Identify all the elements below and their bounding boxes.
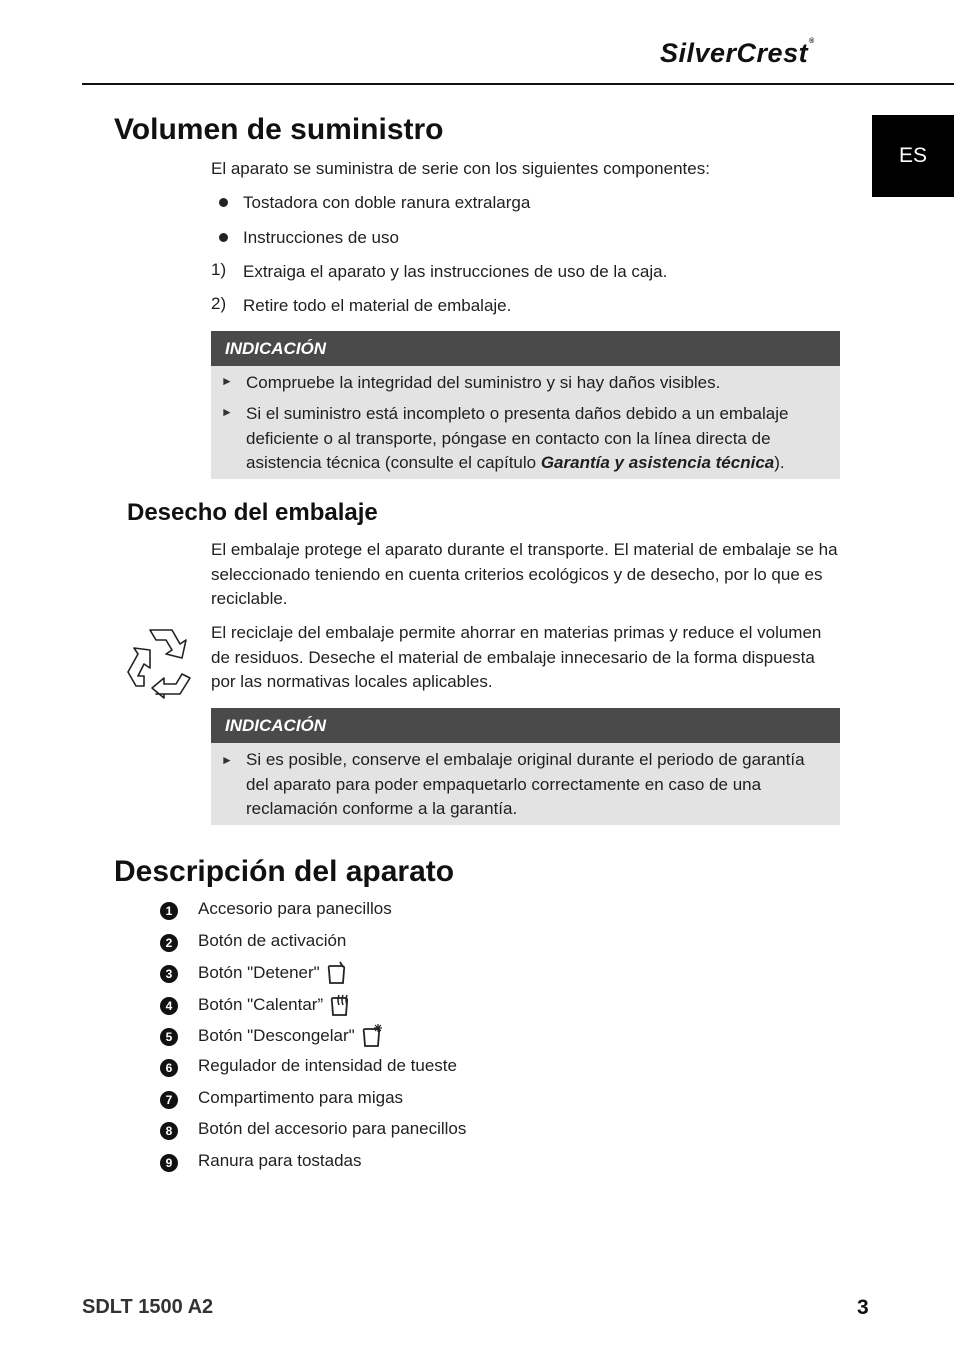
item-number-badge: 8 — [160, 1122, 178, 1140]
section-title-desecho: Desecho del embalaje — [127, 499, 378, 526]
item-number-badge: 3 — [160, 965, 178, 983]
component-item: Botón del accesorio para panecillos — [198, 1119, 467, 1138]
component-item: Botón "Detener" — [198, 960, 348, 986]
page-number: 3 — [857, 1296, 869, 1319]
item-number-badge: 5 — [160, 1028, 178, 1046]
step-text: Extraiga el aparato y las instrucciones de uso de la caja. — [243, 262, 668, 281]
volumen-intro: El aparato se suministra de serie con los siguientes componentes: — [211, 159, 710, 178]
note-heading: INDICACIÓN — [211, 708, 840, 743]
section-title-descripcion: Descripción del aparato — [114, 855, 455, 888]
item-number-badge: 7 — [160, 1091, 178, 1109]
component-item: Botón "Descongelar" — [198, 1023, 385, 1049]
note-item: Si el suministro está incompleto o presenta daños debido a un embalaje deficiente o al transporte, póngase en contacto con la línea directa de asistencia técnica (consulte el capítulo Garantía y asistencia técnica). — [246, 404, 789, 472]
component-item: Compartimento para migas — [198, 1088, 404, 1107]
note-box-desecho — [211, 708, 840, 825]
item-number-badge: 2 — [160, 934, 178, 952]
header-rule — [82, 83, 954, 85]
note-item: Si es posible, conserve el embalaje original durante el periodo de garantía del aparato para poder empaquetarlo correctamente en caso de una reclamación conforme a la garantía. — [246, 750, 805, 818]
note-box-volumen — [211, 331, 840, 479]
step-number: 2) — [211, 294, 227, 313]
step-text: Retire todo el material de embalaje. — [243, 296, 512, 315]
component-item: Ranura para tostadas — [198, 1151, 362, 1170]
brand-logo: SilverCrest® — [660, 38, 815, 68]
item-number-badge: 4 — [160, 997, 178, 1015]
bullet-item: Tostadora con doble ranura extralarga — [243, 193, 531, 212]
defrost-toast-icon — [361, 1023, 385, 1049]
section-title-volumen: Volumen de suministro — [114, 113, 444, 146]
reheat-toast-icon — [329, 992, 353, 1018]
item-number-badge: 9 — [160, 1154, 178, 1172]
component-item: Botón de activación — [198, 931, 347, 950]
arrow-icon: ► — [221, 405, 233, 419]
bullet-dot — [219, 233, 228, 242]
note-item: Compruebe la integridad del suministro y si hay daños visibles. — [246, 373, 721, 392]
desecho-paragraph-1: El embalaje protege el aparato durante el transporte. El material de embalaje se ha seleccionado teniendo en cuenta criterios ecológicos y de desecho, por lo que es reciclable. — [211, 540, 838, 608]
desecho-paragraph-2: El reciclaje del embalaje permite ahorrar en materias primas y reduce el volumen de residuos. Deseche el material de embalaje innecesario de la forma dispuesta por las normativas locales aplicables. — [211, 623, 822, 691]
bullet-item: Instrucciones de uso — [243, 228, 399, 247]
component-item: Botón "Calentar” — [198, 992, 353, 1018]
item-number-badge: 1 — [160, 902, 178, 920]
stop-toast-icon — [326, 960, 348, 986]
arrow-icon: ► — [221, 753, 233, 767]
component-item: Accesorio para panecillos — [198, 899, 392, 918]
arrow-icon: ► — [221, 374, 233, 388]
step-number: 1) — [211, 260, 227, 279]
bullet-dot — [219, 198, 228, 207]
footer-model: SDLT 1500 A2 — [82, 1296, 214, 1318]
recycle-icon — [120, 624, 204, 700]
component-item: Regulador de intensidad de tueste — [198, 1056, 457, 1075]
language-tab: ES — [872, 115, 954, 197]
item-number-badge: 6 — [160, 1059, 178, 1077]
note-heading: INDICACIÓN — [211, 331, 840, 366]
